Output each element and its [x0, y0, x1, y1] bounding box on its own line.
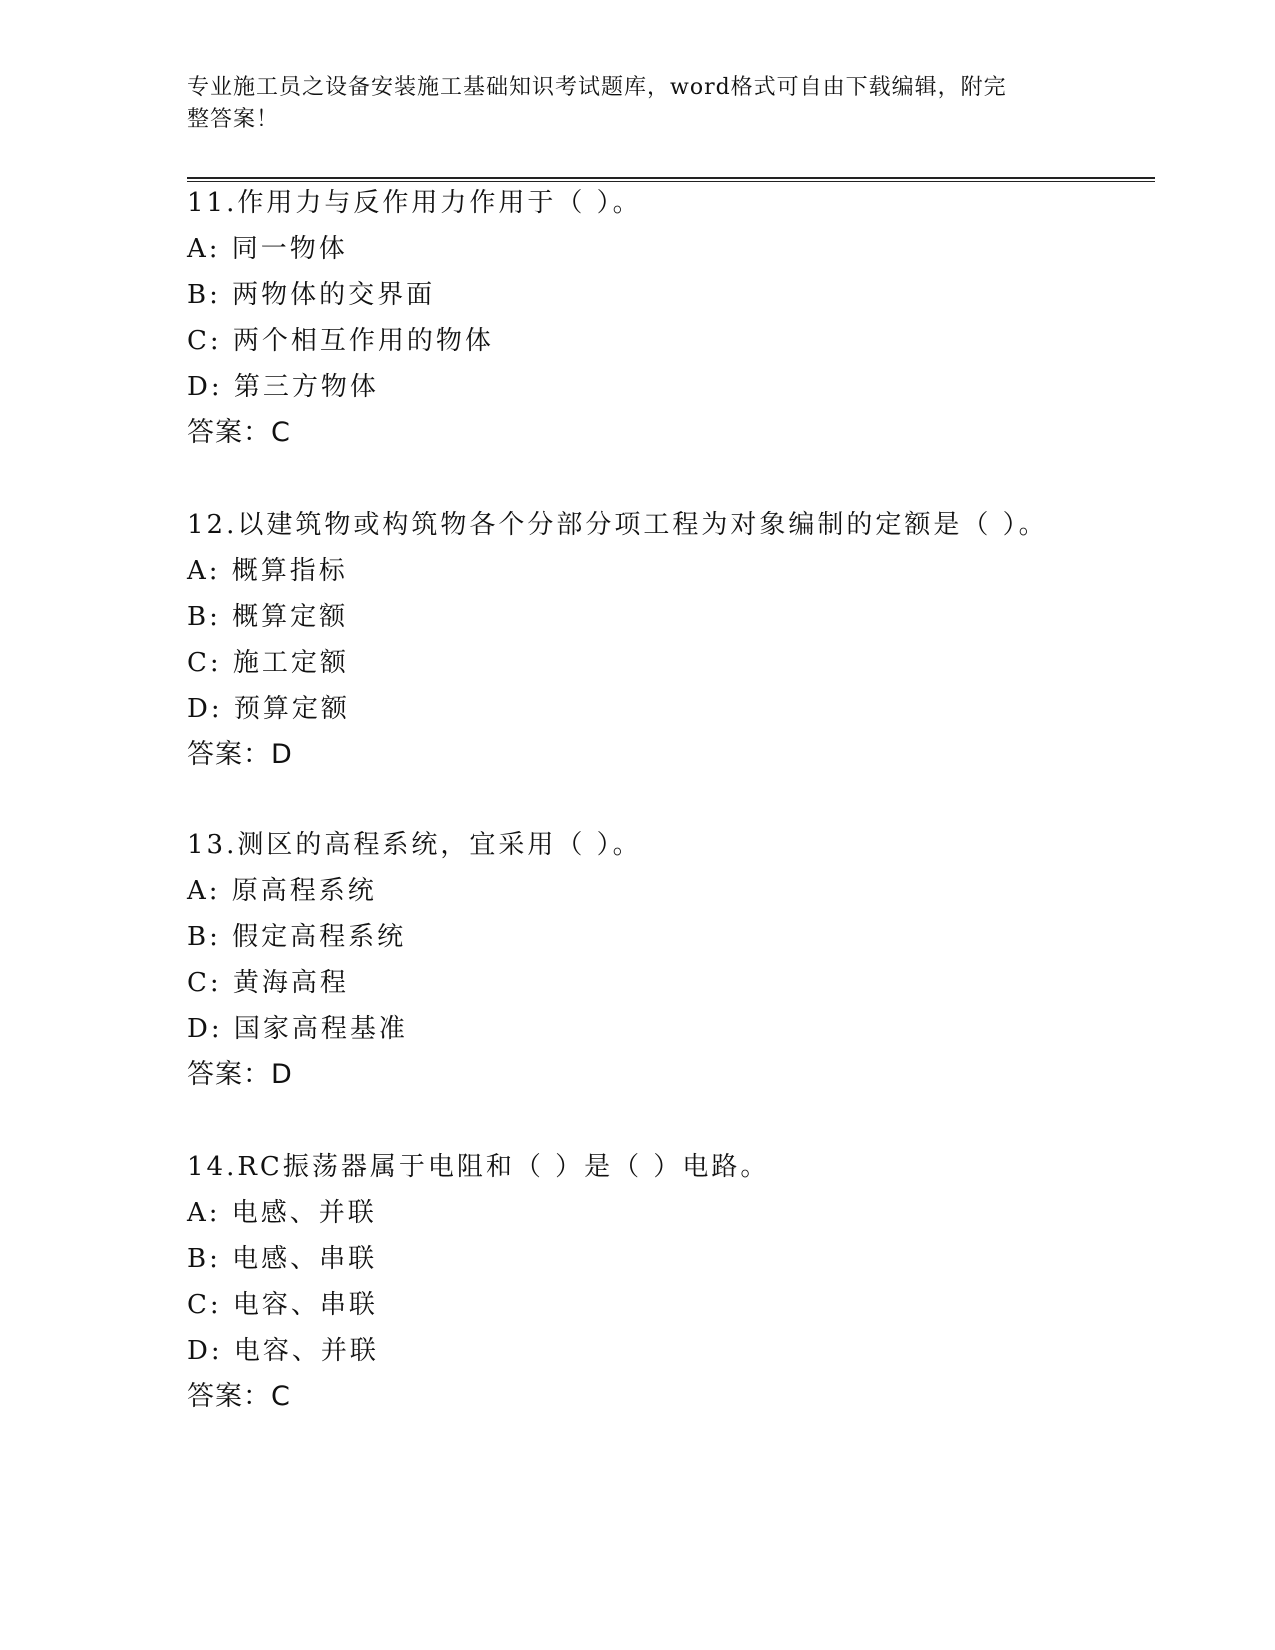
question-stem: 14.RC振荡器属于电阻和（ ）是（ ）电路。	[187, 1152, 770, 1182]
option-c: C: 施工定额	[187, 648, 349, 678]
answer-line: 答案：C	[187, 417, 291, 448]
question-12	[187, 502, 1187, 778]
answer-line: 答案：D	[187, 1059, 293, 1090]
question-11	[187, 180, 1187, 456]
question-stem: 12.以建筑物或构筑物各个分部分项工程为对象编制的定额是（ ）。	[187, 510, 1048, 540]
option-d: D: 国家高程基准	[187, 1014, 408, 1044]
answer-line: 答案：D	[187, 739, 293, 770]
option-b: B: 两物体的交界面	[187, 280, 436, 310]
option-d: D: 第三方物体	[187, 372, 379, 402]
option-c: C: 黄海高程	[187, 968, 349, 998]
document-intro	[187, 72, 1067, 136]
answer-line: 答案：C	[187, 1381, 291, 1412]
option-a: A: 同一物体	[187, 234, 348, 264]
intro-line-2: 整答案！	[187, 107, 280, 132]
option-b: B: 电感、串联	[187, 1244, 378, 1274]
option-a: A: 概算指标	[187, 556, 348, 586]
question-14	[187, 1144, 1187, 1420]
intro-line-1: 专业施工员之设备安装施工基础知识考试题库，word格式可自由下载编辑，附完	[187, 75, 1007, 100]
option-d: D: 电容、并联	[187, 1336, 379, 1366]
option-a: A: 原高程系统	[187, 876, 377, 906]
option-b: B: 概算定额	[187, 602, 349, 632]
option-c: C: 电容、串联	[187, 1290, 378, 1320]
question-stem: 11.作用力与反作用力作用于（ ）。	[187, 188, 642, 218]
option-c: C: 两个相互作用的物体	[187, 326, 494, 356]
option-d: D: 预算定额	[187, 694, 350, 724]
option-b: B: 假定高程系统	[187, 922, 407, 952]
option-a: A: 电感、并联	[187, 1198, 377, 1228]
question-stem: 13.测区的高程系统，宜采用（ ）。	[187, 830, 642, 860]
question-13	[187, 822, 1187, 1098]
